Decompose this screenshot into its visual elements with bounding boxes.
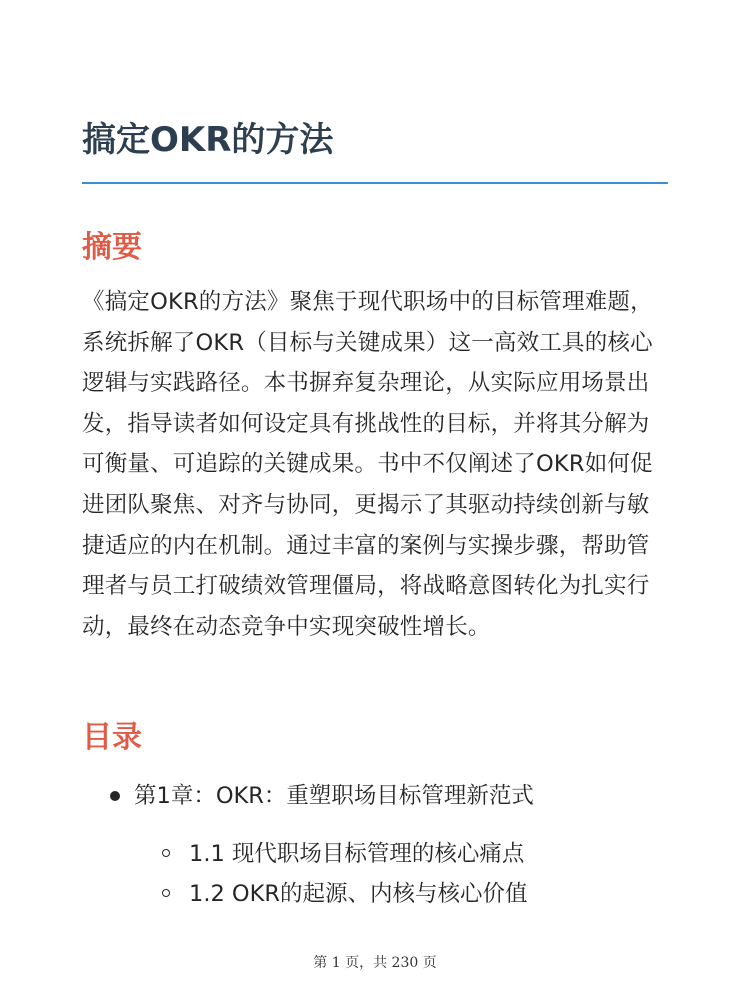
toc-heading: 目录 xyxy=(82,720,142,755)
hollow-bullet-icon xyxy=(162,849,170,857)
title-divider xyxy=(82,182,668,184)
toc-section-1-1[interactable] xyxy=(82,834,668,874)
toc-chapter-label: 第1章：OKR：重塑职场目标管理新范式 xyxy=(134,783,534,809)
toc-section-label: 1.1 现代职场目标管理的核心痛点 xyxy=(189,841,525,867)
toc-section-1-2[interactable] xyxy=(82,874,668,914)
toc-sublist xyxy=(134,834,668,914)
document-title: 搞定OKR的方法 xyxy=(82,120,334,160)
page-footer: 第 1 页，共 230 页 xyxy=(313,955,437,971)
toc-chapter-1[interactable] xyxy=(82,776,668,914)
bullet-icon xyxy=(110,791,120,801)
summary-heading: 摘要 xyxy=(82,230,142,265)
hollow-bullet-icon xyxy=(162,889,170,897)
toc-section-label: 1.2 OKR的起源、内核与核心价值 xyxy=(189,881,528,907)
toc-list xyxy=(82,776,668,914)
summary-paragraph: 《搞定OKR的方法》聚焦于现代职场中的目标管理难题，系统拆解了OKR（目标与关键成果）这一高效工具的核心逻辑与实践路径。本书摒弃复杂理论，从实际应用场景出发，指导读者如何设定具有挑战性的目标，并将其分解为可衡量、可追踪的关键成果。书中不仅阐述了OKR如何促进团队聚焦、对齐与协同，更揭示了其驱动持续创新与敏捷适应的内在机制。通过丰富的案例与实操步骤，帮助管理者与员工打破绩效管理僵局，将战略意图转化为扎实行动，最终在动态竞争中实现突破性增长。 xyxy=(82,289,653,640)
